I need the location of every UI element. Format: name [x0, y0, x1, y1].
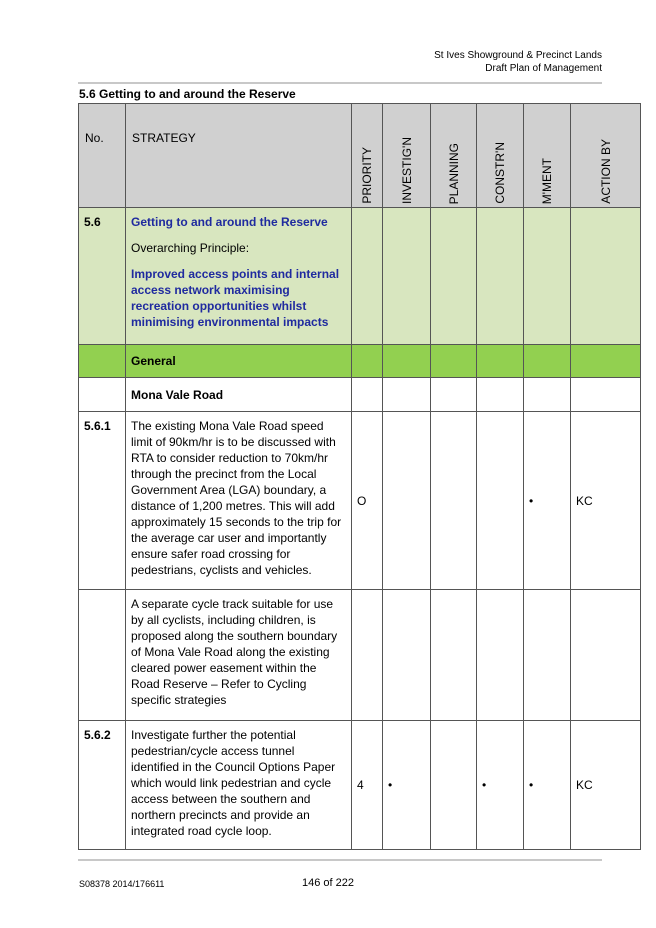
row-number: 5.6	[79, 208, 126, 345]
col-header-construction: CONSTR'N	[477, 104, 524, 208]
row-number: 5.6.1	[79, 412, 126, 590]
construction-mark: •	[477, 721, 524, 850]
page-header	[434, 49, 602, 75]
col-header-management: M'MENT	[524, 104, 571, 208]
strategy-text: A separate cycle track suitable for use by all cyclists, including children, is proposed along the southern boundary of Mona Vale Road along the existing cleared power easement within the Road Reserve – Refer to Cycling specific strategies	[126, 590, 352, 721]
table-header-row	[79, 104, 641, 208]
header-line-2: Draft Plan of Management	[485, 63, 602, 74]
table-row-intro	[79, 208, 641, 345]
priority-value: O	[352, 412, 383, 590]
footer-rule	[78, 859, 602, 861]
page-number: 146 of 222	[302, 877, 354, 889]
table-row-mona-vale	[79, 378, 641, 412]
intro-title: Getting to and around the Reserve	[131, 215, 328, 229]
col-header-action-by: ACTION BY	[571, 104, 641, 208]
intro-strategy-cell	[126, 208, 352, 345]
strategy-text: Investigate further the potential pedestrian/cycle access tunnel identified in the Council Options Paper which would link pedestrian and cycle access between the southern and northern precincts and provide an integrated road cycle loop.	[126, 721, 352, 850]
investigation-mark	[383, 412, 431, 590]
management-mark: •	[524, 721, 571, 850]
table-row-5-6-1	[79, 412, 641, 590]
strategy-text: The existing Mona Vale Road speed limit of 90km/hr is to be discussed with RTA to consider reduction to 70km/hr through the precinct from the Local Government Area (LGA) boundary, a distance of 1,200 metres. This will add approximately 15 seconds to the trip for the average car user and importantly ensure safer road crossing for pedestrians, cyclists and vehicles.	[126, 412, 352, 590]
col-header-planning: PLANNING	[431, 104, 477, 208]
investigation-mark: •	[383, 721, 431, 850]
principle-label: Overarching Principle:	[131, 241, 250, 255]
document-reference: S08378 2014/176611	[79, 879, 165, 889]
general-label: General	[126, 345, 352, 378]
table-row-general	[79, 345, 641, 378]
management-mark: •	[524, 412, 571, 590]
section-title: 5.6 Getting to and around the Reserve	[79, 87, 296, 101]
col-header-strategy: STRATEGY	[126, 104, 352, 208]
action-by-value: KC	[571, 412, 641, 590]
col-header-investigation: INVESTIG'N	[383, 104, 431, 208]
col-header-no: No.	[79, 104, 126, 208]
planning-mark	[431, 721, 477, 850]
header-rule	[78, 82, 602, 84]
table-row-cycle-track	[79, 590, 641, 721]
planning-mark	[431, 412, 477, 590]
construction-mark	[477, 412, 524, 590]
priority-value: 4	[352, 721, 383, 850]
col-header-priority: PRIORITY	[352, 104, 383, 208]
action-by-value: KC	[571, 721, 641, 850]
row-number	[79, 590, 126, 721]
header-line-1: St Ives Showground & Precinct Lands	[434, 50, 602, 61]
row-number: 5.6.2	[79, 721, 126, 850]
principle-text: Improved access points and internal access network maximising recreation opportunities whilst minimising environmental impacts	[131, 267, 340, 329]
table-row-5-6-2	[79, 721, 641, 850]
mona-vale-label: Mona Vale Road	[126, 378, 352, 412]
strategy-table	[78, 103, 641, 850]
